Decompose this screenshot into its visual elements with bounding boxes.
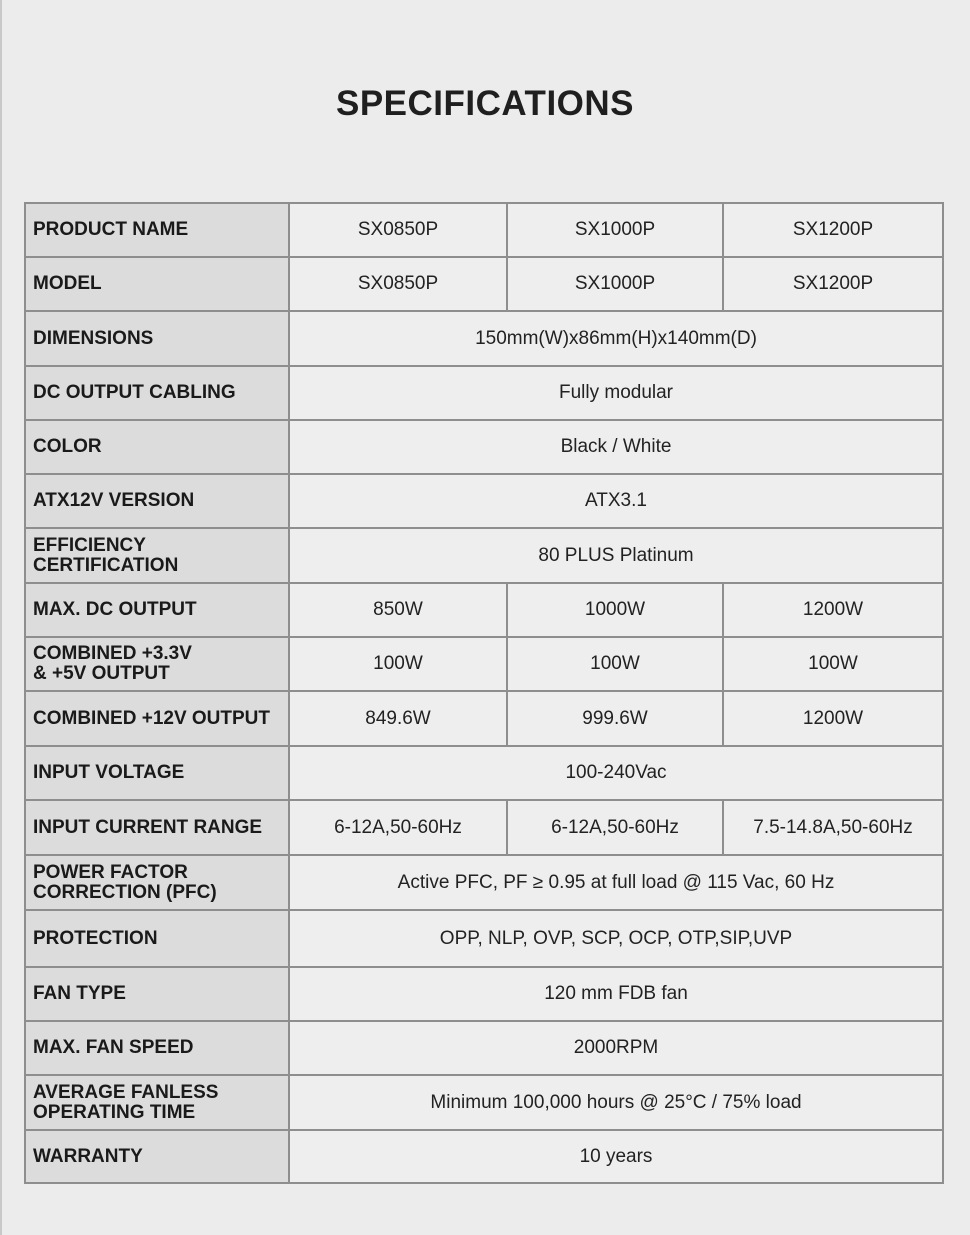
spec-label: EFFICIENCY CERTIFICATION <box>25 528 289 583</box>
spec-label: COLOR <box>25 420 289 474</box>
spec-row <box>25 311 943 366</box>
spec-row <box>25 528 943 583</box>
spec-value: OPP, NLP, OVP, SCP, OCP, OTP,SIP,UVP <box>289 910 943 967</box>
spec-value: SX1000P <box>507 257 723 311</box>
spec-value: SX0850P <box>289 257 507 311</box>
spec-value: 150mm(W)x86mm(H)x140mm(D) <box>289 311 943 366</box>
spec-value: 6-12A,50-60Hz <box>507 800 723 855</box>
spec-value: 100W <box>723 637 943 691</box>
spec-value: 7.5-14.8A,50-60Hz <box>723 800 943 855</box>
spec-value: 80 PLUS Platinum <box>289 528 943 583</box>
spec-row <box>25 420 943 474</box>
spec-value: SX1200P <box>723 257 943 311</box>
spec-label: WARRANTY <box>25 1130 289 1183</box>
spec-value: Active PFC, PF ≥ 0.95 at full load @ 115 Vac, 60 Hz <box>289 855 943 910</box>
spec-value: 850W <box>289 583 507 637</box>
spec-value: Black / White <box>289 420 943 474</box>
spec-row <box>25 967 943 1021</box>
spec-value: 849.6W <box>289 691 507 746</box>
spec-label: POWER FACTOR CORRECTION (PFC) <box>25 855 289 910</box>
spec-value: 1000W <box>507 583 723 637</box>
spec-value: 100W <box>289 637 507 691</box>
specifications-table <box>24 202 944 1184</box>
spec-value: 1200W <box>723 583 943 637</box>
spec-value: 6-12A,50-60Hz <box>289 800 507 855</box>
spec-row <box>25 583 943 637</box>
spec-row <box>25 474 943 528</box>
spec-row <box>25 855 943 910</box>
spec-label: DC OUTPUT CABLING <box>25 366 289 420</box>
spec-value: 100-240Vac <box>289 746 943 800</box>
spec-row <box>25 637 943 691</box>
spec-row <box>25 366 943 420</box>
page-border <box>0 0 2 1235</box>
spec-label: DIMENSIONS <box>25 311 289 366</box>
spec-row <box>25 1075 943 1130</box>
spec-value: SX1000P <box>507 203 723 257</box>
spec-row <box>25 691 943 746</box>
spec-row <box>25 1130 943 1183</box>
page-title: SPECIFICATIONS <box>335 84 635 123</box>
spec-row <box>25 910 943 967</box>
spec-row <box>25 203 943 257</box>
spec-value: 10 years <box>289 1130 943 1183</box>
spec-value: Minimum 100,000 hours @ 25°C / 75% load <box>289 1075 943 1130</box>
spec-label: MAX. FAN SPEED <box>25 1021 289 1075</box>
spec-label: PRODUCT NAME <box>25 203 289 257</box>
spec-row <box>25 800 943 855</box>
spec-label: FAN TYPE <box>25 967 289 1021</box>
spec-label: MAX. DC OUTPUT <box>25 583 289 637</box>
spec-label: COMBINED +3.3V & +5V OUTPUT <box>25 637 289 691</box>
spec-label: INPUT CURRENT RANGE <box>25 800 289 855</box>
spec-label: ATX12V VERSION <box>25 474 289 528</box>
spec-value: 100W <box>507 637 723 691</box>
spec-label: AVERAGE FANLESS OPERATING TIME <box>25 1075 289 1130</box>
spec-label: COMBINED +12V OUTPUT <box>25 691 289 746</box>
spec-value: ATX3.1 <box>289 474 943 528</box>
spec-label: INPUT VOLTAGE <box>25 746 289 800</box>
spec-value: 999.6W <box>507 691 723 746</box>
spec-row <box>25 1021 943 1075</box>
spec-label: MODEL <box>25 257 289 311</box>
spec-value: 1200W <box>723 691 943 746</box>
spec-value: Fully modular <box>289 366 943 420</box>
spec-row <box>25 257 943 311</box>
spec-row <box>25 746 943 800</box>
spec-value: SX0850P <box>289 203 507 257</box>
spec-value: SX1200P <box>723 203 943 257</box>
spec-value: 2000RPM <box>289 1021 943 1075</box>
spec-value: 120 mm FDB fan <box>289 967 943 1021</box>
spec-label: PROTECTION <box>25 910 289 967</box>
